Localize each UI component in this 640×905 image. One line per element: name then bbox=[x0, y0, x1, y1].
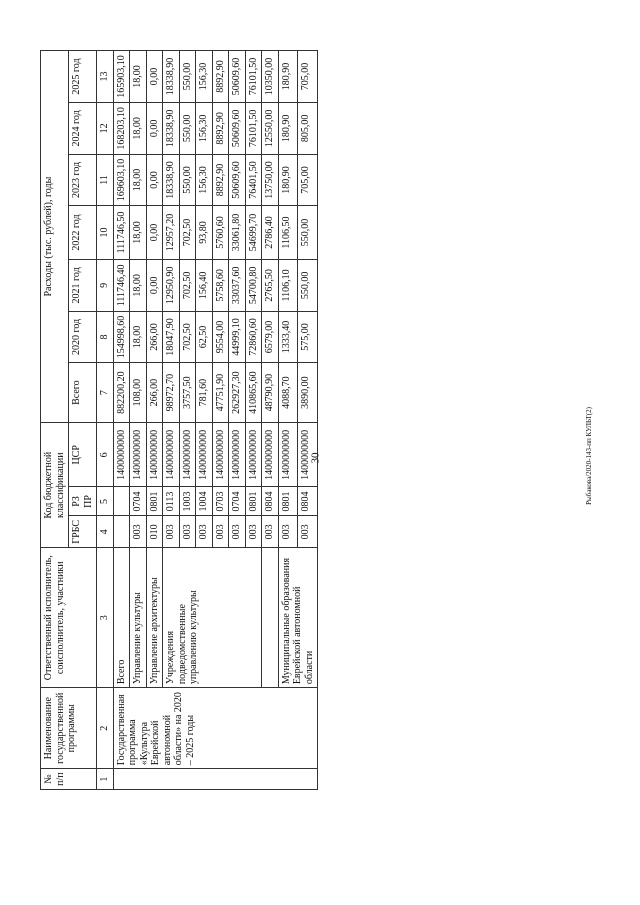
footer-reference: Рыбакова/2020-143-пп КУЛЬТ(2) bbox=[584, 407, 593, 505]
rzpr-cell: 0113 bbox=[163, 487, 180, 516]
year-value-cell: 111746,50 bbox=[113, 206, 130, 260]
total-cell: 48790,90 bbox=[262, 363, 279, 423]
grbs-cell: 003 bbox=[262, 516, 279, 548]
year-value-cell: 5758,60 bbox=[212, 259, 229, 311]
col-number: 7 bbox=[97, 363, 114, 423]
header-year-2021: 2021 год bbox=[69, 259, 97, 311]
year-value-cell: 1333,40 bbox=[278, 311, 298, 362]
grbs-cell: 003 bbox=[229, 516, 246, 548]
year-value-cell: 5760,60 bbox=[212, 206, 229, 260]
col-number: 13 bbox=[97, 51, 114, 103]
year-value-cell: 156,30 bbox=[196, 154, 213, 205]
rzpr-cell: 0804 bbox=[262, 487, 279, 516]
year-value-cell: 111746,40 bbox=[113, 259, 130, 311]
total-cell: 4088,70 bbox=[278, 363, 298, 423]
rzpr-cell: 0704 bbox=[130, 487, 147, 516]
year-value-cell: 44999,10 bbox=[229, 311, 246, 362]
rzpr-cell: 0801 bbox=[146, 487, 163, 516]
year-value-cell: 6579,00 bbox=[262, 311, 279, 362]
header-total: Всего bbox=[69, 363, 97, 423]
year-value-cell: 93,80 bbox=[196, 206, 213, 260]
year-value-cell: 156,40 bbox=[196, 259, 213, 311]
year-value-cell: 550,00 bbox=[179, 154, 196, 205]
year-value-cell: 50609,60 bbox=[229, 51, 246, 103]
col-number: 1 bbox=[97, 769, 114, 790]
table-row bbox=[262, 51, 279, 790]
csr-cell: 1400000000 bbox=[229, 423, 246, 487]
year-value-cell: 62,50 bbox=[196, 311, 213, 362]
year-value-cell: 805,00 bbox=[298, 102, 318, 154]
header-year-2024: 2024 год bbox=[69, 102, 97, 154]
year-value-cell: 550,00 bbox=[179, 51, 196, 103]
executor-cell: Учреждения подведомственные управлению культуры bbox=[163, 548, 262, 688]
year-value-cell: 550,00 bbox=[298, 206, 318, 260]
rzpr-cell: 0801 bbox=[245, 487, 262, 516]
year-value-cell: 702,50 bbox=[179, 206, 196, 260]
header-budget-code: Код бюджетной классификации bbox=[41, 423, 69, 548]
year-value-cell: 50609,60 bbox=[229, 102, 246, 154]
year-value-cell: 702,50 bbox=[179, 259, 196, 311]
col-number: 10 bbox=[97, 206, 114, 260]
year-value-cell: 165903,10 bbox=[113, 51, 130, 103]
year-value-cell: 575,00 bbox=[298, 311, 318, 362]
page-number: 30 bbox=[309, 452, 322, 464]
header-csr: ЦСР bbox=[69, 423, 97, 487]
header-program-name: Наименование государственной программы bbox=[41, 688, 97, 769]
year-value-cell: 550,00 bbox=[298, 259, 318, 311]
year-value-cell: 18047,90 bbox=[163, 311, 180, 362]
header-num: № п/п bbox=[41, 769, 97, 790]
csr-cell: 1400000000 bbox=[245, 423, 262, 487]
header-grbs: ГРБС bbox=[69, 516, 97, 548]
total-cell: 266,00 bbox=[146, 363, 163, 423]
executor-cell: Управление культуры bbox=[130, 548, 147, 688]
csr-cell: 1400000000 bbox=[113, 423, 130, 487]
table-row bbox=[146, 51, 163, 790]
year-value-cell: 2765,50 bbox=[262, 259, 279, 311]
table-row bbox=[113, 51, 130, 790]
year-value-cell: 12957,20 bbox=[163, 206, 180, 260]
executor-cell: Муниципальные образования Еврейской автономной области bbox=[278, 548, 318, 688]
year-value-cell: 0,00 bbox=[146, 154, 163, 205]
year-value-cell: 18,00 bbox=[130, 259, 147, 311]
year-value-cell: 12550,00 bbox=[262, 102, 279, 154]
csr-cell: 1400000000 bbox=[146, 423, 163, 487]
year-value-cell: 18338,90 bbox=[163, 102, 180, 154]
year-value-cell: 705,00 bbox=[298, 154, 318, 205]
year-value-cell: 33061,80 bbox=[229, 206, 246, 260]
executor-cell: Управление архитектуры bbox=[146, 548, 163, 688]
table-body bbox=[97, 51, 318, 790]
grbs-cell: 010 bbox=[146, 516, 163, 548]
rzpr-cell: 0703 bbox=[212, 487, 229, 516]
year-value-cell: 10350,00 bbox=[262, 51, 279, 103]
csr-cell: 1400000000 bbox=[196, 423, 213, 487]
year-value-cell: 0,00 bbox=[146, 259, 163, 311]
year-value-cell: 266,00 bbox=[146, 311, 163, 362]
year-value-cell: 2786,40 bbox=[262, 206, 279, 260]
year-value-cell: 18,00 bbox=[130, 311, 147, 362]
rotated-page-content bbox=[40, 50, 520, 790]
year-value-cell: 154998,60 bbox=[113, 311, 130, 362]
year-value-cell: 12950,90 bbox=[163, 259, 180, 311]
year-value-cell: 18338,90 bbox=[163, 154, 180, 205]
year-value-cell: 169603,10 bbox=[113, 154, 130, 205]
col-number: 5 bbox=[97, 487, 114, 516]
csr-cell: 1400000000 bbox=[278, 423, 298, 487]
year-value-cell: 156,30 bbox=[196, 51, 213, 103]
grbs-cell: 003 bbox=[163, 516, 180, 548]
year-value-cell: 54699,70 bbox=[245, 206, 262, 260]
year-value-cell: 8892,90 bbox=[212, 154, 229, 205]
year-value-cell: 18,00 bbox=[130, 206, 147, 260]
program-name-cell: Государственная программа «Культура Еврейской автономной области» на 2020 – 2025 годы bbox=[113, 688, 318, 769]
year-value-cell: 180,90 bbox=[278, 102, 298, 154]
total-cell: 47751,90 bbox=[212, 363, 229, 423]
rzpr-cell: 0704 bbox=[229, 487, 246, 516]
header-executor: Ответственный исполнитель, соисполнитель, участники bbox=[41, 548, 97, 688]
grbs-cell: 003 bbox=[245, 516, 262, 548]
header-rzpr: РЗ ПР bbox=[69, 487, 97, 516]
csr-cell: 1400000000 bbox=[163, 423, 180, 487]
executor-cell: Всего bbox=[113, 548, 130, 688]
total-cell: 781,60 bbox=[196, 363, 213, 423]
rzpr-cell: 0801 bbox=[278, 487, 298, 516]
rzpr-cell: 1003 bbox=[179, 487, 196, 516]
col-number: 3 bbox=[97, 548, 114, 688]
col-number: 9 bbox=[97, 259, 114, 311]
year-value-cell: 0,00 bbox=[146, 206, 163, 260]
csr-cell: 1400000000 bbox=[212, 423, 229, 487]
year-value-cell: 0,00 bbox=[146, 51, 163, 103]
csr-cell: 1400000000 bbox=[130, 423, 147, 487]
year-value-cell: 9554,00 bbox=[212, 311, 229, 362]
year-value-cell: 8892,90 bbox=[212, 51, 229, 103]
total-cell: 410865,60 bbox=[245, 363, 262, 423]
year-value-cell: 72860,60 bbox=[245, 311, 262, 362]
csr-cell: 1400000000 bbox=[298, 423, 318, 487]
year-value-cell: 50609,60 bbox=[229, 154, 246, 205]
year-value-cell: 180,90 bbox=[278, 51, 298, 103]
grbs-cell: 003 bbox=[212, 516, 229, 548]
col-number: 6 bbox=[97, 423, 114, 487]
header-expenses: Расходы (тыс. рублей), годы bbox=[41, 51, 69, 423]
grbs-cell: 003 bbox=[278, 516, 298, 548]
year-value-cell: 702,50 bbox=[179, 311, 196, 362]
col-number: 8 bbox=[97, 311, 114, 362]
total-cell: 108,00 bbox=[130, 363, 147, 423]
rzpr-cell: 0804 bbox=[298, 487, 318, 516]
year-value-cell: 1106,50 bbox=[278, 206, 298, 260]
table-row bbox=[163, 51, 180, 790]
budget-table bbox=[40, 50, 318, 790]
year-value-cell: 54700,80 bbox=[245, 259, 262, 311]
column-number-row bbox=[97, 51, 114, 790]
executor-cell bbox=[262, 548, 279, 688]
total-cell: 98972,70 bbox=[163, 363, 180, 423]
header-year-2022: 2022 год bbox=[69, 206, 97, 260]
total-cell: 882200,20 bbox=[113, 363, 130, 423]
grbs-cell bbox=[113, 516, 130, 548]
grbs-cell: 003 bbox=[298, 516, 318, 548]
grbs-cell: 003 bbox=[130, 516, 147, 548]
total-cell: 3757,50 bbox=[179, 363, 196, 423]
year-value-cell: 705,00 bbox=[298, 51, 318, 103]
csr-cell: 1400000000 bbox=[179, 423, 196, 487]
total-cell: 262927,30 bbox=[229, 363, 246, 423]
year-value-cell: 156,30 bbox=[196, 102, 213, 154]
rzpr-cell bbox=[113, 487, 130, 516]
csr-cell: 1400000000 bbox=[262, 423, 279, 487]
header-year-2025: 2025 год bbox=[69, 51, 97, 103]
year-value-cell: 18,00 bbox=[130, 154, 147, 205]
total-cell: 3890,00 bbox=[298, 363, 318, 423]
year-value-cell: 76101,50 bbox=[245, 102, 262, 154]
year-value-cell: 76101,50 bbox=[245, 51, 262, 103]
year-value-cell: 550,00 bbox=[179, 102, 196, 154]
table-row bbox=[130, 51, 147, 790]
table-row bbox=[278, 51, 298, 790]
year-value-cell: 0,00 bbox=[146, 102, 163, 154]
year-value-cell: 1106,10 bbox=[278, 259, 298, 311]
year-value-cell: 76401,50 bbox=[245, 154, 262, 205]
year-value-cell: 168203,10 bbox=[113, 102, 130, 154]
year-value-cell: 180,90 bbox=[278, 154, 298, 205]
year-value-cell: 18338,90 bbox=[163, 51, 180, 103]
year-value-cell: 8892,90 bbox=[212, 102, 229, 154]
col-number: 4 bbox=[97, 516, 114, 548]
grbs-cell: 003 bbox=[196, 516, 213, 548]
col-number: 12 bbox=[97, 102, 114, 154]
year-value-cell: 33037,60 bbox=[229, 259, 246, 311]
header-year-2020: 2020 год bbox=[69, 311, 97, 362]
year-value-cell: 18,00 bbox=[130, 102, 147, 154]
col-number: 2 bbox=[97, 688, 114, 769]
header-year-2023: 2023 год bbox=[69, 154, 97, 205]
row-number-cell bbox=[113, 769, 318, 790]
rzpr-cell: 1004 bbox=[196, 487, 213, 516]
col-number: 11 bbox=[97, 154, 114, 205]
year-value-cell: 13750,00 bbox=[262, 154, 279, 205]
year-value-cell: 18,00 bbox=[130, 51, 147, 103]
grbs-cell: 003 bbox=[179, 516, 196, 548]
